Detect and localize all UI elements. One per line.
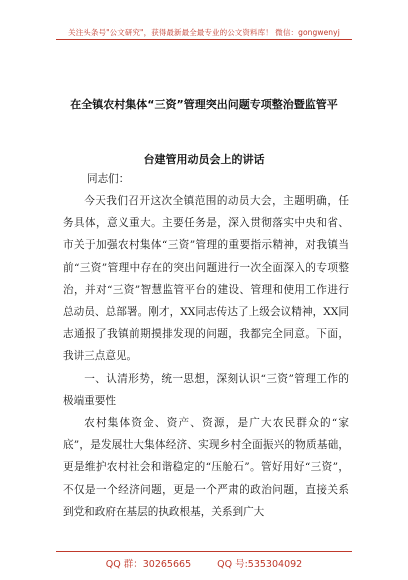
body-text xyxy=(63,190,349,523)
paragraph-opening: 今天我们召开这次全镇范围的动员大会，主题明确，任务具体，意义重大。主要任务是，深入贯彻落实中央和省、市关于加强农村集体“三资”管理的重要指示精神，对我镇当前“三资”管理中存在的突出问题进行一次全面深入的专项整治，并对“三资”智慧监管平台的建设、管理和使用工作进行总动员、总部署。刚才，XX同志传达了上级会议精神，XX同志通报了我镇前期摸排发现的问题，我都完全同意。下面，我讲三点意见。 xyxy=(63,195,349,363)
footer-qq-group: QQ 群：30265665 xyxy=(105,559,192,570)
footer-qq-number: QQ 号:535304092 xyxy=(217,559,303,570)
document-title-line-1: 在全镇农村集体“三资”管理突出问题专项整治暨监管平 xyxy=(70,98,338,111)
document-title-line-2: 台建管用动员会上的讲话 xyxy=(143,153,265,166)
section-heading: 一、认清形势，统一思想，深刻认识“三资”管理工作的极端重要性 xyxy=(63,372,349,407)
footer xyxy=(0,556,408,570)
header-banner: 关注头条号"公文研究"，获得最新最全最专业的公文资料库！ 微信：gongwenyj xyxy=(68,28,340,37)
paragraph-2: 农村集体资金、资产、资源，是广大农民群众的“家底”，是发展壮大集体经济、实现乡村全面振兴的物质基础，更是维护农村社会和谐稳定的“压舱石”。管好用好“三资”，不仅是一个经济问题，更是一个严肃的政治问题，直接关系到党和政府在基层的执政根基，关系到广大 xyxy=(63,417,349,518)
footer-divider xyxy=(56,551,352,552)
salutation: 同志们： xyxy=(87,173,130,185)
header-divider xyxy=(56,39,352,40)
